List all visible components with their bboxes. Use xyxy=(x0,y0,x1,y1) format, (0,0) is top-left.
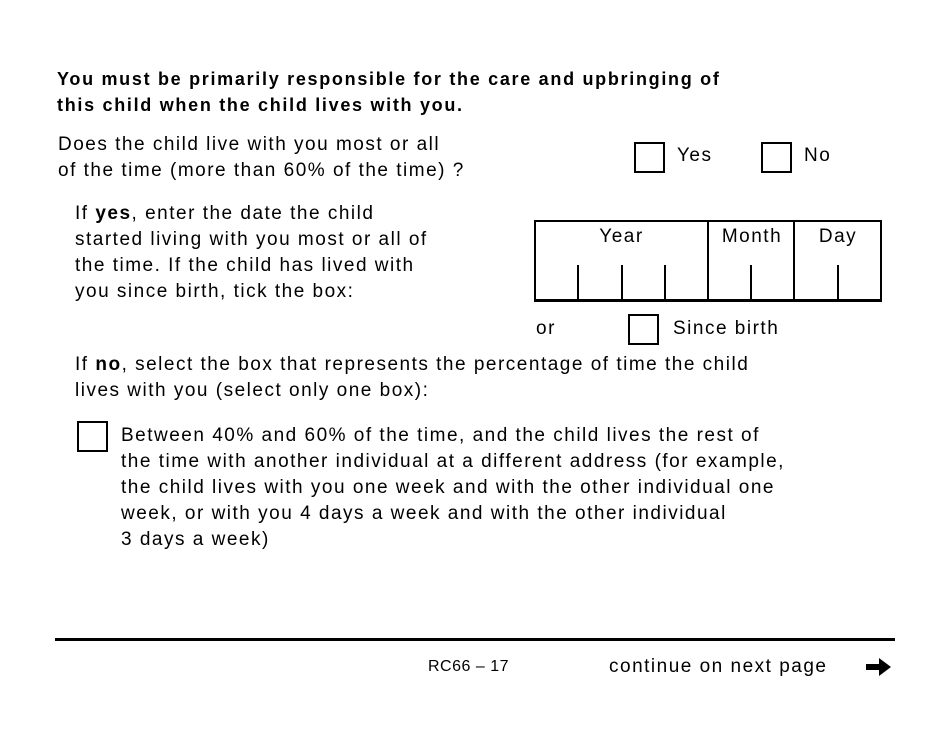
option-line-2: the time with another individual at a different address (for example, xyxy=(121,451,785,472)
month-digit-divider xyxy=(750,265,752,299)
option-line-1: Between 40% and 60% of the time, and the child lives the rest of xyxy=(121,425,760,446)
year-digit-divider xyxy=(577,265,579,299)
day-label: Day xyxy=(818,226,858,247)
year-label: Year xyxy=(599,226,644,247)
if-yes-line-4: you since birth, tick the box: xyxy=(75,281,355,302)
month-day-divider xyxy=(793,222,795,299)
yes-checkbox[interactable] xyxy=(634,142,665,173)
if-yes-bold: yes xyxy=(95,203,132,224)
if-yes-line-1 xyxy=(75,201,374,227)
year-digit-divider xyxy=(621,265,623,299)
yes-label: Yes xyxy=(677,145,713,166)
year-month-divider xyxy=(707,222,709,299)
heading-line-2: this child when the child lives with you. xyxy=(57,95,464,115)
continue-label: continue on next page xyxy=(609,656,828,677)
option-40-60-checkbox[interactable] xyxy=(77,421,108,452)
if-yes-line-3: the time. If the child has lived with xyxy=(75,255,415,276)
or-label: or xyxy=(536,318,556,339)
footer-divider xyxy=(55,638,895,641)
if-no-prefix: If xyxy=(75,354,96,375)
page-number: RC66 – 17 xyxy=(428,658,509,675)
if-no-rest: , select the box that represents the percentage of time the child xyxy=(121,354,750,375)
question-line-1: Does the child live with you most or all xyxy=(58,134,441,155)
no-label: No xyxy=(804,145,832,166)
if-yes-line-2: started living with you most or all of xyxy=(75,229,428,250)
if-no-line-2: lives with you (select only one box): xyxy=(75,380,430,401)
option-line-4: week, or with you 4 days a week and with the other individual xyxy=(121,503,727,524)
since-birth-checkbox[interactable] xyxy=(628,314,659,345)
month-label: Month xyxy=(721,226,783,247)
since-birth-label: Since birth xyxy=(673,318,780,339)
day-digit-divider xyxy=(837,265,839,299)
question-line-2: of the time (more than 60% of the time) ? xyxy=(58,160,465,181)
no-checkbox[interactable] xyxy=(761,142,792,173)
if-no-line-1 xyxy=(75,352,749,378)
arrow-right-icon xyxy=(865,656,893,678)
option-line-5: 3 days a week) xyxy=(121,529,270,550)
date-entry-box[interactable] xyxy=(534,220,882,302)
year-digit-divider xyxy=(664,265,666,299)
if-no-bold: no xyxy=(95,354,122,375)
if-yes-prefix: If xyxy=(75,203,96,224)
if-yes-rest: , enter the date the child xyxy=(131,203,375,224)
heading-line-1: You must be primarily responsible for the care and upbringing of xyxy=(57,69,721,89)
option-line-3: the child lives with you one week and with the other individual one xyxy=(121,477,775,498)
